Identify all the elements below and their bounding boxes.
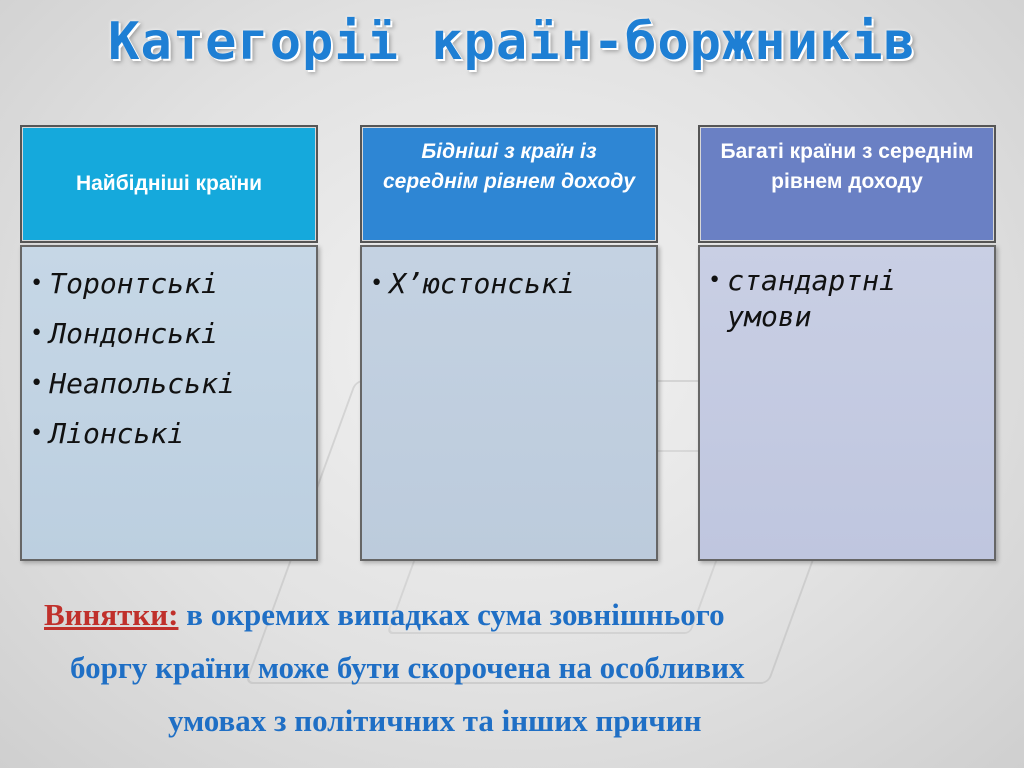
note-line-1: [44, 588, 1004, 641]
category-column-poorest: [20, 125, 318, 561]
list-item-label: Торонтські: [49, 267, 218, 300]
note-lead: Винятки:: [44, 597, 179, 632]
bullet-icon: •: [30, 271, 44, 296]
column-body: [698, 245, 996, 561]
list-item: [708, 259, 988, 335]
exceptions-note: [44, 588, 1004, 747]
column-header: Бідніші з країн із середнім рівнем доходу: [360, 125, 658, 243]
note-line-3: умовах з політичних та інших причин: [168, 703, 702, 738]
list-item-label: стандартні умови: [727, 264, 896, 333]
bullet-icon: •: [708, 268, 722, 293]
list-item-label: Неапольські: [49, 367, 235, 400]
slide-title: Категорії країн-боржників: [108, 12, 916, 72]
bullet-icon: •: [30, 371, 44, 396]
bullet-icon: •: [370, 271, 384, 296]
list-item: [370, 259, 650, 309]
category-column-lower-middle: [360, 125, 658, 561]
column-body: [360, 245, 658, 561]
list-item: [30, 409, 310, 459]
bullet-icon: •: [30, 421, 44, 446]
list-item: [30, 309, 310, 359]
item-list: [708, 259, 988, 335]
bullet-icon: •: [30, 321, 44, 346]
list-item-label: Лондонські: [49, 317, 218, 350]
list-item: [30, 259, 310, 309]
column-body: [20, 245, 318, 561]
item-list: [30, 259, 310, 459]
column-header: Найбідніші країни: [20, 125, 318, 243]
note-line-1-text: в окремих випадках сума зовнішнього: [178, 597, 725, 632]
category-column-upper-middle: [698, 125, 996, 561]
item-list: [370, 259, 650, 309]
list-item-label: Ліонські: [49, 417, 185, 450]
list-item-label: Х’юстонські: [389, 267, 575, 300]
column-header: Багаті країни з середнім рівнем доходу: [698, 125, 996, 243]
list-item: [30, 359, 310, 409]
note-line-2: боргу країни може бути скорочена на особливих: [70, 650, 745, 685]
